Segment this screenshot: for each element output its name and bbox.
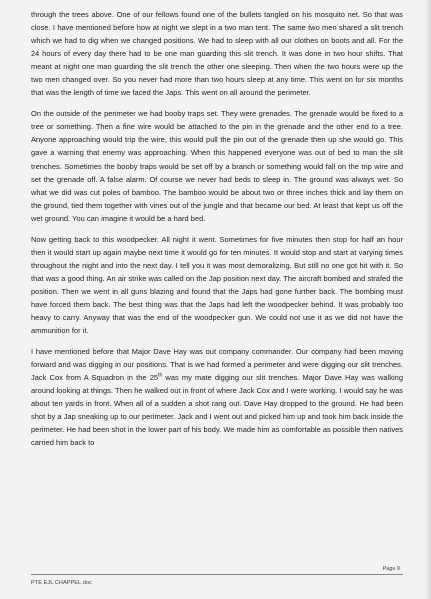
page-edge-shadow: [425, 0, 431, 599]
paragraph-4-text-end: was my mate digging our slit trenches. Major Dave Hay was walking around looking at things. Then he walked out in front of where Jack Cox and I were working. I would say he was about ten yards in front. When all of a sudden a shot rang out. Dave Hay dropped to the ground. He had been shot by a Jap sneaking up to our perimeter. Jack and I went out and picked him up and took him back inside the perimeter. He had been shot in the lower part of his body. We made him as comfortable as possible then natives carried him back to: [31, 373, 403, 448]
paragraph-1: through the trees above. One of our fellows found one of the bullets tangled on his mosquito net. So that was close. I have mentioned before how at night we slept in a two man tent. The same two men shared a slit trench which we had to dig when we changed positions. We had to sleep with all our clothes on boots and all. For the 24 hours of every day there had to be one man guarding this slit trench. It was done in two hour shifts. That meant at night one man guarding the slit trench the other one sleeping. Then when the two hours were up the two men changed over. So you never had more than two hours sleep at any time. This went on for six months that was the length of time we faced the Japs. This went on all around the perimeter.: [31, 10, 403, 98]
document-body: [31, 8, 403, 458]
paragraph-3: Now getting back to this woodpecker. All night it went. Sometimes for five minutes then stop for half an hour then it would start up again maybe next time it would go for ten minutes. It would stop and start at varying times throughout the night and into the next day. I tell you it was most demoralizing. But still no one got hit with it. So that was a good thing. An air strike was called on the Jap position next day. The aircraft bombed and strafed the position. Then we went in all guns blazing and found that the Japs had gone further back. The bombing must have forced them back. The best thing was that the Japs had left the woodpecker behind. It was probably too heavy to carry. Anyway that was the end of the woodpecker gun. We could not use it as we did not have the ammunition for it.: [31, 234, 403, 336]
footer-divider: [31, 574, 403, 575]
ordinal-superscript: th: [158, 372, 163, 379]
paragraph-2: On the outside of the perimeter we had booby traps set. They were grenades. The grenade would be fixed to a tree or something. Then a fine wire would be attached to the pin in the grenade and the other end to a tree. Anyone approaching would trip the wire, this would pull the pin out of the grenade then up she would go. This gave a warning that enemy was approaching. When this happened everyone was out of bed to man the slit trenches. Sometimes the booby traps would be set off by a branch or something would fall on the trip wire and set the grenade off. A false alarm. Of course we never had beds to sleep in. The ground was always wet. So what we did was cut poles of bamboo. The bamboo would be about two or three inches thick and lay them on the ground, tied them together with vines out of the jungle and that became our bed. At least that kept us off the wet ground. You can imagine it would be a hard bed.: [31, 109, 403, 223]
paragraph-4-text-start: I have mentioned before that Major Dave Hay was out company commander. Our company had been moving forward and was digging in our positions. That is we had formed a perimeter and were digging our slit trenches. Jack Cox from A Squadron in the 25: [31, 347, 403, 383]
page-number: Page 9: [382, 566, 400, 572]
paragraph-4: [31, 345, 403, 449]
footer-filename: PTE EJL CHAPPEL.doc: [31, 580, 92, 586]
